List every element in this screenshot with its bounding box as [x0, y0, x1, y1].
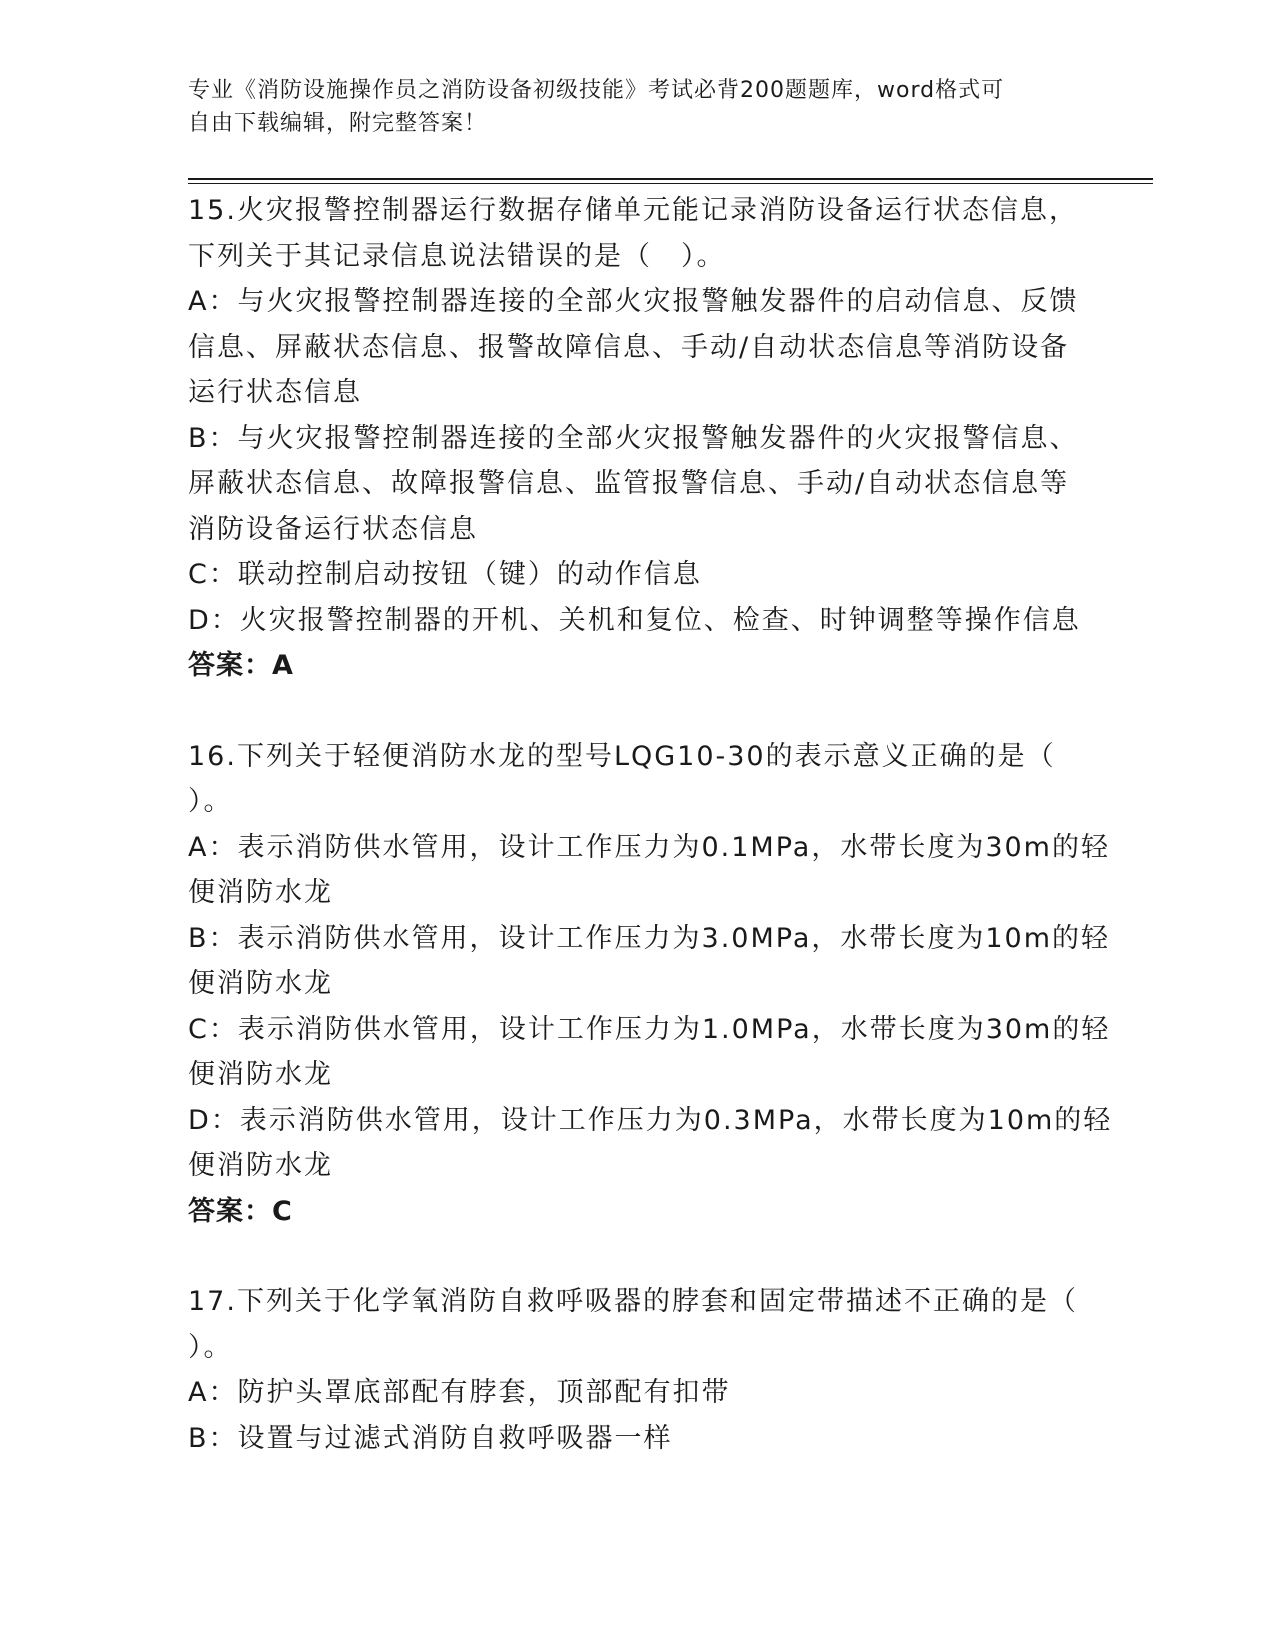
header-divider-thin — [188, 183, 1153, 184]
question-17 — [188, 1279, 1088, 1461]
option-line: 信息、屏蔽状态信息、报警故障信息、手动/自动状态信息等消防设备 — [188, 331, 1070, 363]
header-divider-thick — [188, 178, 1153, 180]
option-c — [188, 552, 1088, 598]
option-a — [188, 1370, 1088, 1416]
question-16 — [188, 734, 1113, 1235]
option-line: C：表示消防供水管用，设计工作压力为1.0MPa，水带长度为30m的轻 — [188, 1013, 1111, 1045]
option-line: 运行状态信息 — [188, 377, 362, 408]
page-header — [188, 74, 1078, 140]
header-line-1: 专业《消防设施操作员之消防设备初级技能》考试必背200题题库，word格式可 — [188, 78, 1005, 103]
option-a — [188, 825, 1110, 916]
question-stem-line: ）。 — [188, 1331, 233, 1363]
answer-label: 答案：C — [188, 1195, 293, 1227]
option-line: 便消防水龙 — [188, 1059, 333, 1090]
option-line: B：与火灾报警控制器连接的全部火灾报警触发器件的火灾报警信息、 — [188, 422, 1079, 454]
answer-label: 答案：A — [188, 650, 294, 681]
option-line: A：表示消防供水管用，设计工作压力为0.1MPa，水带长度为30m的轻 — [188, 831, 1110, 863]
header-line-2: 自由下载编辑，附完整答案！ — [188, 111, 488, 136]
option-b — [188, 416, 1088, 553]
question-stem-line: 17.下列关于化学氧消防自救呼吸器的脖套和固定带描述不正确的是（ — [188, 1286, 1078, 1317]
option-line: D：火灾报警控制器的开机、关机和复位、检查、时钟调整等操作信息 — [188, 604, 1081, 636]
question-list — [188, 188, 1113, 1461]
option-d — [188, 1098, 1113, 1189]
option-line: B：表示消防供水管用，设计工作压力为3.0MPa，水带长度为10m的轻 — [188, 922, 1111, 954]
option-line: B：设置与过滤式消防自救呼吸器一样 — [188, 1422, 673, 1454]
option-b — [188, 916, 1111, 1007]
question-stem-line: 16.下列关于轻便消防水龙的型号LQG10-30的表示意义正确的是（ — [188, 740, 1056, 772]
option-line: 便消防水龙 — [188, 1150, 333, 1181]
option-line: 便消防水龙 — [188, 968, 333, 999]
option-line: 消防设备运行状态信息 — [188, 513, 478, 545]
option-line: D：表示消防供水管用，设计工作压力为0.3MPa，水带长度为10m的轻 — [188, 1104, 1113, 1136]
question-stem-line: ）。 — [188, 786, 233, 817]
option-line: A：防护头罩底部配有脖套，顶部配有扣带 — [188, 1377, 731, 1408]
question-stem-line: 15.火灾报警控制器运行数据存储单元能记录消防设备运行状态信息， — [188, 195, 1078, 226]
option-line: A：与火灾报警控制器连接的全部火灾报警触发器件的启动信息、反馈 — [188, 286, 1079, 317]
option-c — [188, 1007, 1111, 1098]
question-15 — [188, 188, 1088, 689]
option-d — [188, 598, 1088, 644]
option-line: 屏蔽状态信息、故障报警信息、监管报警信息、手动/自动状态信息等 — [188, 468, 1070, 499]
option-line: 便消防水龙 — [188, 877, 333, 908]
option-a — [188, 279, 1088, 416]
option-line: C：联动控制启动按钮（键）的动作信息 — [188, 559, 702, 590]
option-b — [188, 1416, 1088, 1462]
question-stem-line: 下列关于其记录信息说法错误的是（ ）。 — [188, 240, 726, 272]
